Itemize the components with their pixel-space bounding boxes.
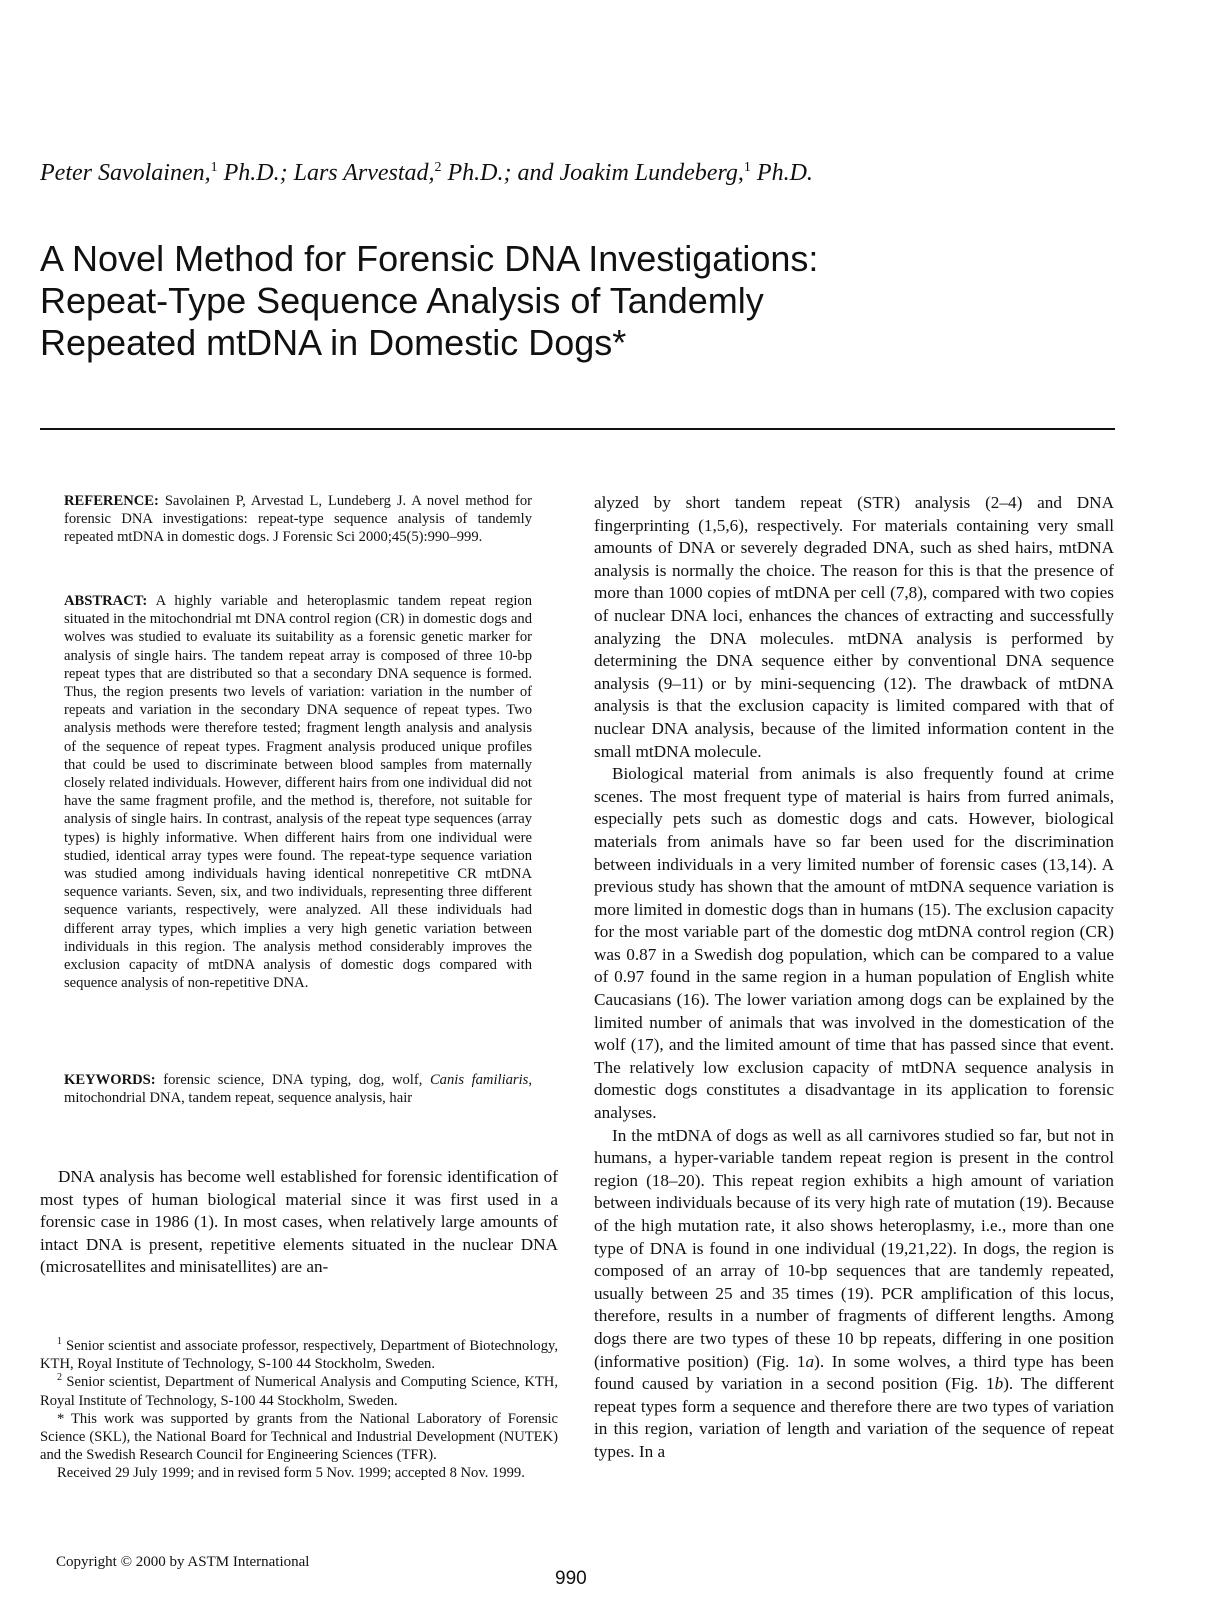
right-paragraph-3 bbox=[594, 1125, 1114, 1464]
footnote-funding: * This work was supported by grants from the National Laboratory of Forensic Science (SKL), the National Board for Technical and Industrial Development (NUTEK) and the Swedish Research Council for Engineering Sciences (TFR). bbox=[40, 1410, 558, 1464]
keywords-text-after: , mitochondrial DNA, tandem repeat, sequence analysis, hair bbox=[64, 1072, 532, 1107]
keywords-label: KEYWORDS: bbox=[64, 1072, 156, 1088]
title-line-2: Repeat-Type Sequence Analysis of Tandemly bbox=[40, 280, 764, 321]
title-line-1: A Novel Method for Forensic DNA Investigations: bbox=[40, 238, 819, 279]
body-right-column bbox=[594, 492, 1114, 1464]
reference-label: REFERENCE: bbox=[64, 493, 159, 509]
footnote-2-mark: 2 bbox=[57, 1372, 62, 1384]
keywords-text-before: forensic science, DNA typing, dog, wolf, bbox=[163, 1072, 430, 1088]
received-dates: Received 29 July 1999; and in revised form 5 Nov. 1999; accepted 8 Nov. 1999. bbox=[57, 1465, 525, 1482]
footnote-1 bbox=[40, 1337, 558, 1373]
paper-title bbox=[40, 238, 1140, 364]
intro-paragraph-left bbox=[40, 1166, 558, 1279]
abstract-block bbox=[64, 592, 532, 992]
footnote-2-text: Senior scientist, Department of Numerical Analysis and Computing Science, KTH, Royal Institute of Technology, S-100 44 Stockholm, Sweden. bbox=[40, 1374, 558, 1409]
right-paragraph-3-part-a: In the mtDNA of dogs as well as all carnivores studied so far, but not in humans, a hyper-variable tandem repeat region is present in the control region (18–20). This repeat region exhibits a high amount of variation between individuals because of its very high rate of mutation (19). Because of the high mutation rate, it also shows heteroplasmy, i.e., more than one type of DNA is found in one individual (19,21,22). In dogs, the region is composed of an array of 10-bp sequences that are tandemly repeated, usually between 25 and 35 times (19). PCR amplification of this locus, therefore, results in a number of fragments of different lengths. Among dogs there are two types of these 10 bp repeats, differing in one position (informative position) (Fig. 1 bbox=[594, 1125, 1114, 1371]
reference-block bbox=[64, 492, 532, 547]
figure-ref-1b: b bbox=[994, 1374, 1004, 1394]
author-3-affiliation-mark: 1 bbox=[743, 160, 751, 175]
keywords-block bbox=[64, 1071, 532, 1107]
right-paragraph-3-part-c: ). The different repeat types form a sequence and therefore there are two types of variation in this region, variation of length and variation of the sequence of repeat types. In a bbox=[594, 1374, 1114, 1461]
author-3-name: Joakim Lundeberg, bbox=[559, 160, 744, 186]
intro-text: DNA analysis has become well established for forensic identification of most types of human biological material since it was first used in a forensic case in 1986 (1). In most cases, when relatively large amounts of intact DNA is present, repetitive elements situated in the nuclear DNA (microsatellites and minisatellites) are an- bbox=[40, 1167, 558, 1277]
author-1-name: Peter Savolainen, bbox=[40, 160, 211, 186]
footnote-1-mark: 1 bbox=[57, 1336, 62, 1348]
keywords-species: Canis familiaris bbox=[429, 1072, 529, 1088]
footnotes bbox=[40, 1337, 558, 1483]
abstract-label: ABSTRACT: bbox=[64, 593, 148, 609]
page-number: 990 bbox=[555, 1568, 587, 1589]
author-3-degree: Ph.D. bbox=[750, 160, 813, 186]
title-line-3: Repeated mtDNA in Domestic Dogs* bbox=[40, 322, 627, 363]
copyright-notice: Copyright © 2000 by ASTM International bbox=[56, 1554, 310, 1570]
author-2-affiliation-mark: 2 bbox=[434, 160, 442, 175]
title-divider bbox=[40, 428, 1115, 430]
author-1-affiliation-mark: 1 bbox=[210, 160, 218, 175]
reference-text: Savolainen P, Arvestad L, Lundeberg J. A novel method for forensic DNA investigations: repeat-type sequence analysis of tandemly repeated mtDNA in domestic dogs. J Forensic Sci 2000;45(5):990–999. bbox=[64, 493, 533, 546]
figure-ref-1a: a bbox=[805, 1351, 815, 1371]
author-2-degree: Ph.D.; and bbox=[441, 160, 560, 186]
author-line bbox=[40, 160, 1140, 187]
footnote-1-text: Senior scientist and associate professor, respectively, Department of Biotechnology, KTH, Royal Institute of Technology, S-100 44 Stockholm, Sweden. bbox=[40, 1338, 558, 1373]
author-2-name: Lars Arvestad bbox=[293, 160, 429, 186]
right-paragraph-2: Biological material from animals is also frequently found at crime scenes. The most frequent type of material is hairs from furred animals, especially pets such as domestic dogs and cats. However, biological materials from animals have so far been used for the discrimination between individuals in a very limited number of forensic cases (13,14). A previous study has shown that the amount of mtDNA sequence variation is more limited in domestic dogs than in humans (15). The exclusion capacity for the most variable part of the domestic dog mtDNA control region (CR) was 0.87 in a Swedish dog population, which can be compared to a value of 0.97 found in the same region in a human population of English white Caucasians (16). The lower variation among dogs can be explained by the limited number of animals that was involved in the domestication of the wolf (17), and the limited amount of time that has passed since that event. The relatively low exclusion capacity of mtDNA sequence analysis in domestic dogs constitutes a disadvantage in its application to forensic analyses. bbox=[594, 764, 1114, 1123]
author-2-separator: , bbox=[428, 160, 435, 186]
author-1-degree: Ph.D.; bbox=[217, 160, 294, 186]
right-paragraph-1: alyzed by short tandem repeat (STR) analysis (2–4) and DNA fingerprinting (1,5,6), respectively. For materials containing very small amounts of DNA or severely degraded DNA, such as shed hairs, mtDNA analysis is normally the choice. The reason for this is that the presence of more than 1000 copies of mtDNA per cell (7,8), compared with two copies of nuclear DNA loci, enhances the chances of extracting and successfully analyzing the DNA molecules. mtDNA analysis is performed by determining the DNA sequence either by conventional DNA sequence analysis (9–11) or by mini-sequencing (12). The drawback of mtDNA analysis is that the exclusion capacity is limited compared with that of nuclear DNA analysis, because of the limited information content in the small mtDNA molecule. bbox=[594, 493, 1114, 761]
footnote-2 bbox=[40, 1373, 558, 1409]
abstract-text: A highly variable and heteroplasmic tandem repeat region situated in the mitochondrial mt DNA control region (CR) in domestic dogs and wolves was studied to evaluate its suitability as a forensic genetic marker for analysis of single hairs. The tandem repeat array is composed of three 10-bp repeat types that are distributed so that a secondary DNA sequence is formed. Thus, the region presents two levels of variation: variation in the number of repeats and variation in the secondary DNA sequence of repeat types. Two analysis methods were therefore tested; fragment length analysis and analysis of the sequence of repeat types. Fragment analysis produced unique profiles that could be used to discriminate between blood samples from maternally closely related individuals. However, different hairs from one individual did not have the same fragment profile, and the method is, therefore, not suitable for analysis of single hairs. In contrast, analysis of the repeat type sequences (array types) is highly informative. When different hairs from one individual were studied, identical array types were found. The repeat-type sequence variation was studied among individuals having identical nonrepetitive CR mtDNA sequence variants. Seven, six, and two individuals, representing three different sequence variants, respectively, were analyzed. All these individuals had different array types, which implies a very high genetic variation between individuals in this region. The analysis method considerably improves the exclusion capacity of mtDNA analysis of domestic dogs compared with sequence analysis of non-repetitive DNA. bbox=[64, 593, 533, 992]
right-paragraph-3-part-b: ). In some wolves, a third type has been found caused by variation in a second position (Fig. 1 bbox=[594, 1351, 1114, 1394]
